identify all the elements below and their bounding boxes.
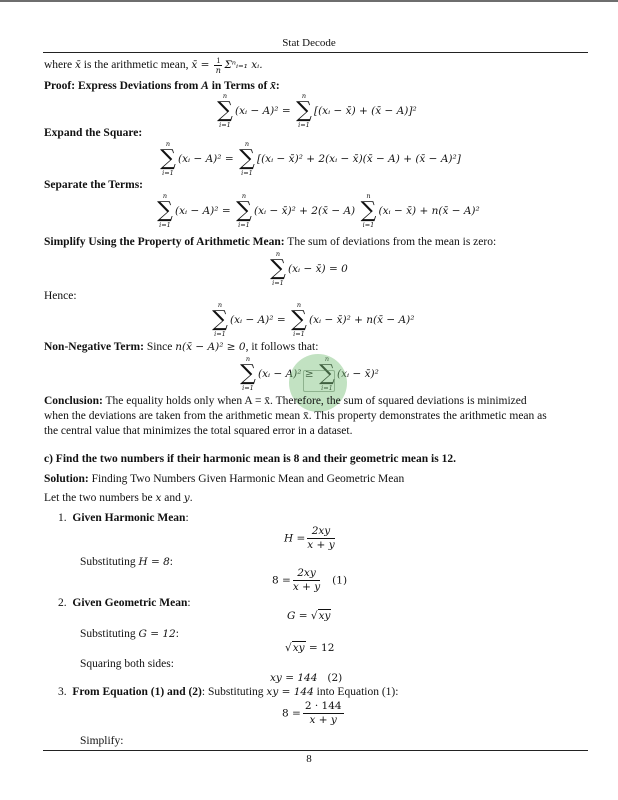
sigma-glyph: ∑ (296, 98, 312, 123)
equation-proof (215, 93, 417, 129)
page-number: 8 (306, 753, 312, 765)
sum-lower: i=1 (219, 121, 231, 129)
summation-symbol (211, 302, 229, 338)
sub-text: : (175, 628, 179, 640)
simplify-heading: Simplify Using the Property of Arithmetic Mean: (44, 236, 285, 248)
step-colon: : (187, 597, 191, 609)
sigma-glyph: ∑ (360, 198, 377, 223)
sum-upper: n (244, 140, 250, 148)
fraction-denominator: x + y (292, 581, 321, 593)
eq-rhs: (xᵢ − x̄)² + n(x̄ − A)² (308, 314, 415, 326)
summation-symbol (295, 93, 313, 129)
page-header: Stat Decode (282, 37, 336, 49)
equation-separate (155, 193, 480, 229)
eq-lhs: (xᵢ − A)² ≥ (258, 368, 314, 380)
simplify-text: The sum of deviations from the mean is zero: (284, 236, 497, 248)
let-text: Let the two numbers be (44, 492, 156, 504)
mean-formula-sum: Σⁿᵢ₌₁ xᵢ. (224, 59, 263, 72)
step-colon: : (185, 512, 189, 524)
sum-lower: i=1 (298, 121, 310, 129)
var-y: y (183, 492, 190, 504)
eq-lhs: H = (284, 532, 306, 545)
sigma-glyph: ∑ (319, 361, 335, 386)
eq-rhs: = 12 (305, 642, 335, 654)
equation-tag: (1) (332, 574, 348, 587)
step-1-heading (58, 512, 189, 524)
step-2-substitution (80, 628, 179, 640)
eq-lhs: (xᵢ − A)² = (230, 314, 286, 326)
equation-1 (272, 567, 347, 594)
eq-body: (xᵢ − x̄) = 0 (288, 263, 348, 275)
step-number: 2. (58, 597, 67, 609)
proof-heading (44, 80, 280, 92)
sum-lower: i=1 (293, 330, 305, 338)
solution-line (44, 473, 404, 485)
intro-text: where (44, 59, 75, 72)
fraction-numerator: 2 · 144 (304, 700, 342, 712)
let-text: . (189, 492, 193, 504)
step-math: xy = 144 (266, 686, 314, 698)
sigma-glyph: ∑ (157, 198, 173, 223)
footer-rule (43, 750, 588, 751)
let-line (44, 492, 193, 504)
conclusion-line: when the deviations are taken from the arithmetic mean x̄. This property demonstrates the arithmetic mean as (44, 410, 547, 422)
window-top-border (0, 0, 618, 2)
heading-text: : (275, 80, 280, 92)
sum-upper: n (165, 140, 171, 148)
header-rule (43, 52, 588, 53)
sum-upper: n (241, 192, 247, 200)
mean-formula-fraction (214, 56, 222, 75)
squaring-text: Squaring both sides: (80, 658, 174, 670)
expand-heading: Expand the Square: (44, 127, 143, 139)
step-title: From Equation (1) and (2) (72, 686, 202, 698)
sum-upper: n (366, 192, 371, 200)
solution-text: Finding Two Numbers Given Harmonic Mean and Geometric Mean (88, 473, 405, 485)
eq-lhs: 8 = (282, 707, 301, 720)
xbar-symbol: x̄ (74, 59, 81, 72)
sum-upper: n (222, 92, 228, 100)
sub-text: : (169, 556, 173, 568)
sub-math: H = 8 (138, 556, 170, 568)
step-2-heading (58, 597, 191, 609)
mean-formula-lhs: x̄ = (191, 59, 210, 72)
question-c: c) Find the two numbers if their harmonic mean is 8 and their geometric mean is 12. (44, 453, 456, 465)
sum-lower: i=1 (362, 221, 375, 229)
step-1-substitution (80, 556, 173, 568)
heading-text: in Terms of (208, 80, 271, 92)
step-text: into Equation (1): (313, 686, 399, 698)
equation-harmonic (284, 525, 337, 552)
eq-lhs: (xᵢ − A)² = (235, 105, 291, 117)
equation-substituted (282, 700, 346, 727)
sum-lower: i=1 (242, 384, 254, 392)
equation-geometric (287, 610, 331, 622)
eq-lhs: 8 = (272, 574, 291, 587)
step-title: Given Harmonic Mean (72, 512, 186, 524)
step-number: 1. (58, 512, 67, 524)
fraction-denominator: n (215, 66, 221, 75)
conclusion-line: The equality holds only when A = x̄. Therefore, the sum of squared deviations is minimized (102, 395, 527, 407)
sub-math: G = 12 (138, 628, 176, 640)
sum-upper: n (275, 250, 281, 258)
sigma-glyph: ∑ (240, 361, 256, 386)
fraction-denominator: x + y (307, 539, 335, 551)
step-text: : Substituting (201, 686, 267, 698)
intro-line (44, 56, 263, 75)
var-x: x (155, 492, 162, 504)
heading-var: A (201, 80, 209, 92)
eq-rhs: (xᵢ − x̄) + n(x̄ − A)² (378, 205, 480, 217)
sub-text: Substituting (80, 556, 139, 568)
sub-text: Substituting (80, 628, 139, 640)
radicand: xy (292, 642, 305, 654)
step-number: 3. (58, 686, 67, 698)
summation-symbol (269, 251, 287, 287)
eq-rhs: [(xᵢ − x̄) + (x̄ − A)]² (313, 105, 417, 117)
summation-symbol (359, 193, 377, 229)
sum-upper: n (301, 92, 307, 100)
summation-symbol (238, 141, 256, 177)
eq-lhs: (xᵢ − A)² = (178, 153, 234, 165)
nonneg-math: n(x̄ − A)² ≥ 0 (175, 341, 246, 353)
summation-symbol (290, 302, 308, 338)
hence-label: Hence: (44, 290, 77, 302)
sigma-glyph: ∑ (270, 256, 286, 281)
summation-symbol (159, 141, 177, 177)
separate-heading: Separate the Terms: (44, 179, 144, 191)
eq-body: xy = 144 (270, 672, 318, 684)
sqrt-icon: √xy (310, 610, 331, 622)
sum-upper: n (245, 355, 251, 363)
nonneg-text: Since (143, 341, 176, 353)
sigma-glyph: ∑ (291, 307, 307, 332)
sigma-glyph: ∑ (217, 98, 233, 123)
step-title: Given Geometric Mean (72, 597, 188, 609)
conclusion-paragraph (44, 394, 547, 439)
sum-upper: n (296, 301, 302, 309)
sqrt-icon: √xy (285, 642, 305, 654)
sum-upper: n (324, 355, 330, 363)
fraction-numerator: 1 (216, 56, 221, 65)
fraction (293, 567, 320, 594)
equation-hence (210, 302, 414, 338)
equation-2 (270, 672, 342, 684)
summation-symbol (239, 356, 257, 392)
equation-expand (158, 141, 461, 177)
eq-rhs: (xᵢ − x̄)² (336, 368, 379, 380)
fraction-numerator: 2xy (307, 525, 334, 539)
heading-text: Proof: Express Deviations from (44, 80, 202, 92)
equation-tag: (2) (327, 672, 343, 684)
nonneg-heading: Non-Negative Term: (44, 341, 144, 353)
eq-lhs: G = (287, 610, 308, 622)
radicand: xy (318, 610, 331, 622)
sigma-glyph: ∑ (236, 198, 252, 223)
simplify-paragraph (44, 236, 496, 248)
equation-zero-sum (268, 251, 348, 287)
sum-lower: i=1 (214, 330, 226, 338)
watermark-book-icon (303, 370, 335, 392)
conclusion-line: the central value that minimizes the total squared error in a dataset. (44, 425, 353, 437)
heading-var: x̄ (270, 80, 276, 92)
equation-sqrt (285, 642, 334, 654)
step-3-heading (58, 686, 398, 698)
eq-lhs: (xᵢ − A)² = (175, 205, 231, 217)
fraction (303, 700, 344, 727)
sum-lower: i=1 (241, 169, 253, 177)
sigma-glyph: ∑ (160, 146, 176, 171)
sum-lower: i=1 (321, 384, 333, 392)
sum-lower: i=1 (162, 169, 174, 177)
eq-mid: (xᵢ − x̄)² + 2(x̄ − A) (253, 205, 356, 217)
fraction (307, 525, 334, 552)
let-text: and (161, 492, 184, 504)
sigma-glyph: ∑ (212, 307, 228, 332)
fraction-denominator: x + y (309, 714, 337, 726)
nonneg-paragraph (44, 341, 318, 353)
sum-upper: n (162, 192, 168, 200)
solution-label: Solution: (44, 473, 89, 485)
summation-symbol (156, 193, 174, 229)
sum-upper: n (217, 301, 223, 309)
simplify-label: Simplify: (80, 735, 124, 747)
eq-rhs: [(xᵢ − x̄)² + 2(xᵢ − x̄)(x̄ − A) + (x̄ − A)²] (256, 153, 461, 165)
fraction-numerator: 2xy (293, 567, 320, 581)
sum-lower: i=1 (272, 279, 284, 287)
summation-symbol (216, 93, 234, 129)
conclusion-heading: Conclusion: (44, 395, 103, 407)
nonneg-text: , it follows that: (245, 341, 319, 353)
summation-symbol (235, 193, 253, 229)
intro-text: is the arithmetic mean, (80, 59, 192, 72)
sigma-glyph: ∑ (239, 146, 255, 171)
sum-lower: i=1 (238, 221, 250, 229)
sum-lower: i=1 (159, 221, 171, 229)
